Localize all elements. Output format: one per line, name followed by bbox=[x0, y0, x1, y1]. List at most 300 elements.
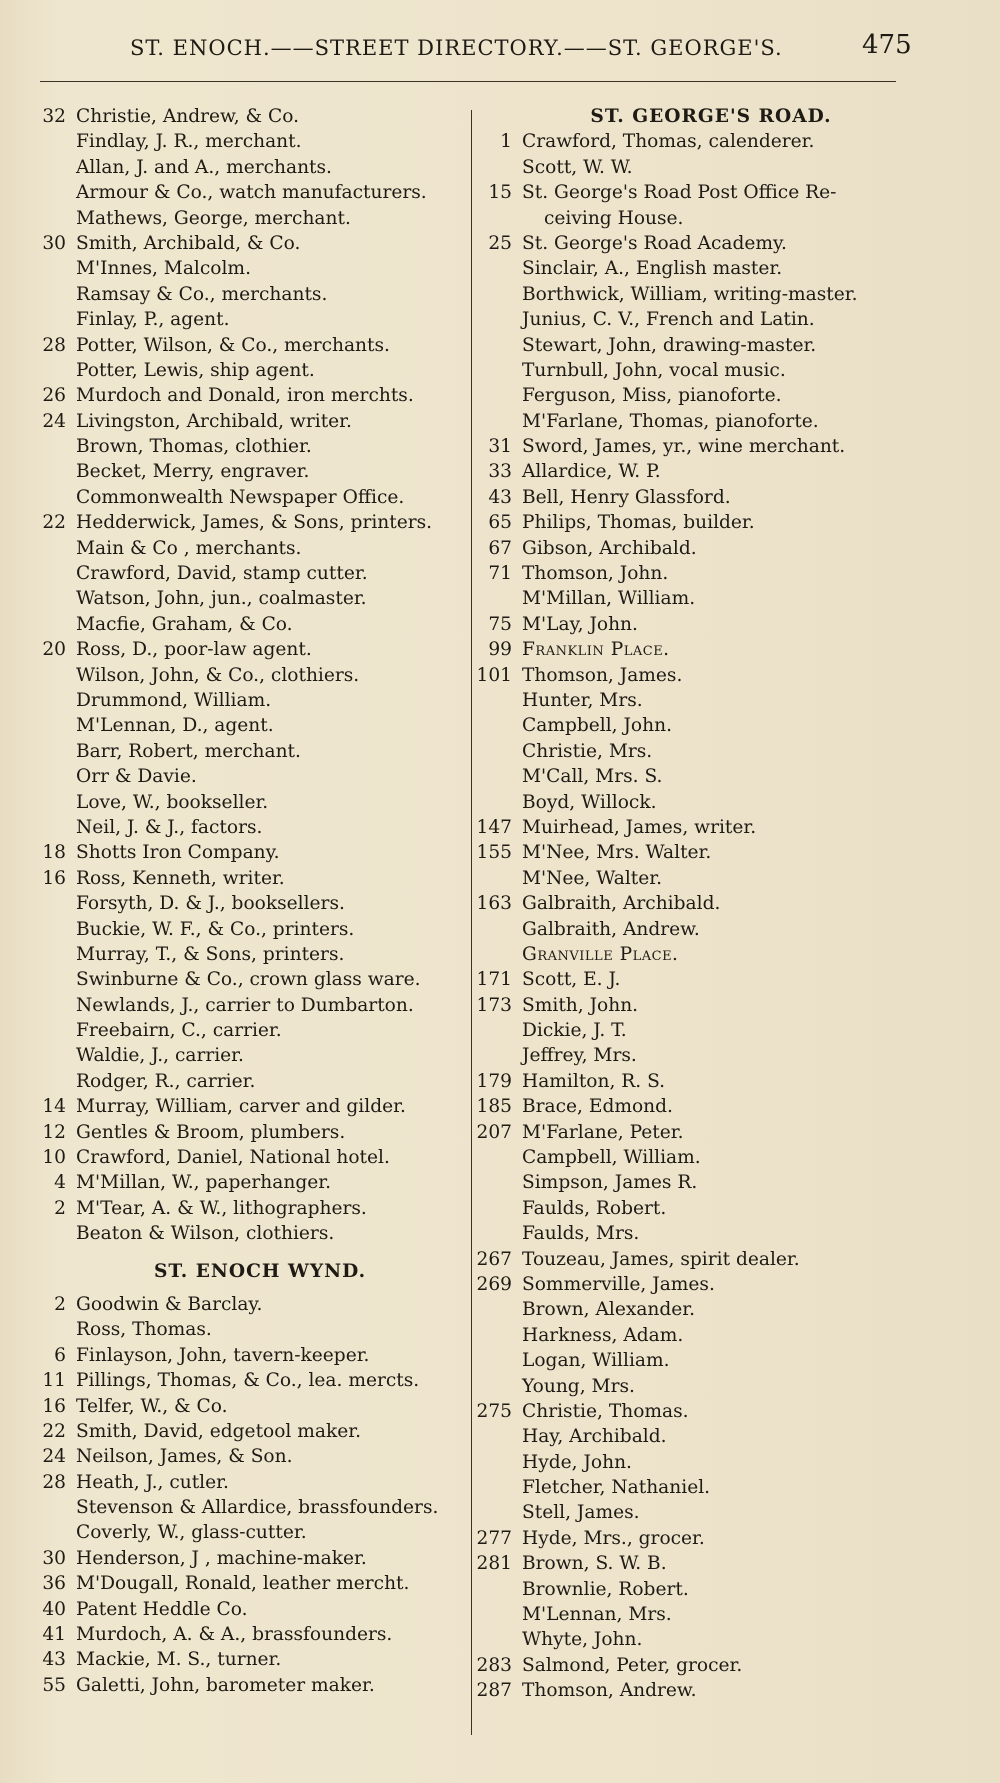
directory-entry bbox=[476, 815, 916, 840]
street-number: 18 bbox=[42, 842, 66, 864]
street-number bbox=[30, 993, 76, 1018]
directory-entry bbox=[30, 1120, 460, 1145]
directory-entry bbox=[476, 155, 916, 180]
street-number bbox=[476, 1170, 522, 1195]
directory-entry bbox=[476, 739, 916, 764]
entry-text: Bell, Henry Glassford. bbox=[522, 486, 731, 508]
directory-entry bbox=[476, 536, 916, 561]
entry-text: Allardice, W. P. bbox=[522, 461, 661, 483]
entry-text: Findlay, J. R., merchant. bbox=[76, 131, 302, 153]
street-number: 20 bbox=[42, 639, 66, 661]
entry-text: M'Dougall, Ronald, leather mercht. bbox=[76, 1573, 410, 1595]
entry-text: St. George's Road Academy. bbox=[522, 232, 787, 254]
directory-entry bbox=[30, 1094, 460, 1119]
street-number: 99 bbox=[488, 639, 512, 661]
street-number: 155 bbox=[476, 842, 512, 864]
directory-entry bbox=[476, 688, 916, 713]
street-number bbox=[30, 1018, 76, 1043]
street-number: 67 bbox=[488, 537, 512, 559]
street-number bbox=[30, 586, 76, 611]
entry-text: Hunter, Mrs. bbox=[522, 689, 643, 711]
street-number bbox=[30, 1520, 76, 1545]
entry-text: Thomson, James. bbox=[522, 664, 683, 686]
street-number bbox=[30, 713, 76, 738]
entry-text: Ross, D., poor-law agent. bbox=[76, 639, 312, 661]
directory-entry bbox=[476, 1424, 916, 1449]
street-number: 147 bbox=[476, 816, 512, 838]
entry-text: Henderson, J , machine-maker. bbox=[76, 1547, 367, 1569]
directory-entry bbox=[476, 358, 916, 383]
directory-entry bbox=[30, 1343, 460, 1368]
directory-entry bbox=[30, 383, 460, 408]
street-number bbox=[30, 612, 76, 637]
directory-entry bbox=[476, 1399, 916, 1424]
street-name: ST. ENOCH WYND. bbox=[153, 1260, 367, 1282]
street-number: 43 bbox=[488, 486, 512, 508]
directory-entry bbox=[30, 1292, 460, 1317]
entry-text: Crawford, David, stamp cutter. bbox=[76, 563, 368, 585]
street-number bbox=[476, 688, 522, 713]
street-number bbox=[476, 1374, 522, 1399]
entry-text: Junius, C. V., French and Latin. bbox=[522, 309, 815, 331]
entry-text: Turnbull, John, vocal music. bbox=[522, 359, 786, 381]
directory-entry bbox=[30, 612, 460, 637]
directory-entry bbox=[476, 1221, 916, 1246]
directory-entry bbox=[30, 1571, 460, 1596]
entry-text: M'Lennan, D., agent. bbox=[76, 715, 274, 737]
entry-text: Smith, David, edgetool maker. bbox=[76, 1420, 362, 1442]
directory-entry bbox=[476, 1272, 916, 1297]
directory-entry bbox=[30, 764, 460, 789]
street-number: 55 bbox=[42, 1674, 66, 1696]
directory-entry bbox=[476, 1018, 916, 1043]
entry-text: Orr & Davie. bbox=[76, 766, 197, 788]
entry-text: Stell, James. bbox=[522, 1502, 640, 1524]
entry-text: Hyde, Mrs., grocer. bbox=[522, 1527, 705, 1549]
entry-text: Ramsay & Co., merchants. bbox=[76, 283, 328, 305]
entry-text: Murdoch, A. & A., brassfounders. bbox=[76, 1624, 393, 1646]
directory-entry bbox=[30, 1470, 460, 1495]
directory-entry bbox=[476, 1577, 916, 1602]
directory-entry bbox=[476, 1526, 916, 1551]
entry-text: ceiving House. bbox=[544, 207, 684, 229]
directory-entry bbox=[30, 1170, 460, 1195]
street-number: 1 bbox=[500, 131, 512, 153]
street-number bbox=[476, 1145, 522, 1170]
street-number bbox=[476, 764, 522, 789]
street-number: 24 bbox=[42, 1446, 66, 1468]
directory-entry bbox=[30, 866, 460, 891]
directory-entry bbox=[476, 1653, 916, 1678]
directory-entry bbox=[476, 1323, 916, 1348]
street-number bbox=[30, 206, 76, 231]
entry-text: Galbraith, Archibald. bbox=[522, 893, 721, 915]
street-number bbox=[476, 206, 522, 231]
directory-entry bbox=[476, 1450, 916, 1475]
street-number: 4 bbox=[54, 1172, 66, 1194]
directory-entry bbox=[30, 739, 460, 764]
street-number bbox=[30, 485, 76, 510]
entry-text: Beaton & Wilson, clothiers. bbox=[76, 1223, 335, 1245]
street-number: 33 bbox=[488, 461, 512, 483]
street-number: 185 bbox=[476, 1096, 512, 1118]
directory-entry bbox=[476, 713, 916, 738]
entry-text: Sommerville, James. bbox=[522, 1273, 715, 1295]
directory-entry bbox=[30, 840, 460, 865]
entry-text: Murray, T., & Sons, printers. bbox=[76, 943, 345, 965]
street-number bbox=[30, 307, 76, 332]
entry-text: Borthwick, William, writing-master. bbox=[522, 283, 858, 305]
street-heading bbox=[476, 104, 916, 129]
entry-text: Ross, Kenneth, writer. bbox=[76, 867, 285, 889]
directory-entry bbox=[30, 1018, 460, 1043]
entry-text: Becket, Merry, engraver. bbox=[76, 461, 310, 483]
entry-text: Murdoch and Donald, iron merchts. bbox=[76, 385, 414, 407]
entry-text: Hay, Archibald. bbox=[522, 1426, 667, 1448]
directory-entry bbox=[30, 1597, 460, 1622]
directory-entry bbox=[476, 1551, 916, 1576]
directory-entry bbox=[476, 1678, 916, 1703]
entry-text: Heath, J., cutler. bbox=[76, 1471, 229, 1493]
entry-text: Brown, Alexander. bbox=[522, 1299, 696, 1321]
directory-entry bbox=[30, 993, 460, 1018]
directory-entry bbox=[30, 485, 460, 510]
street-number: 43 bbox=[42, 1649, 66, 1671]
street-number bbox=[30, 967, 76, 992]
directory-entry bbox=[30, 1196, 460, 1221]
street-number: 65 bbox=[488, 512, 512, 534]
street-number bbox=[476, 1221, 522, 1246]
directory-entry bbox=[30, 688, 460, 713]
street-number bbox=[476, 1043, 522, 1068]
entry-text: Allan, J. and A., merchants. bbox=[76, 156, 332, 178]
street-number bbox=[476, 358, 522, 383]
entry-text: M'Nee, Walter. bbox=[522, 867, 663, 889]
street-number bbox=[30, 1495, 76, 1520]
directory-entry bbox=[30, 459, 460, 484]
entry-text: Young, Mrs. bbox=[522, 1375, 635, 1397]
entry-text: Brown, S. W. B. bbox=[522, 1553, 667, 1575]
directory-entry bbox=[476, 1247, 916, 1272]
directory-entry bbox=[30, 891, 460, 916]
directory-entry bbox=[476, 1500, 916, 1525]
street-number: 31 bbox=[488, 436, 512, 458]
entry-text: Scott, E. J. bbox=[522, 969, 621, 991]
street-number: 10 bbox=[42, 1147, 66, 1169]
street-number bbox=[476, 739, 522, 764]
street-number bbox=[30, 434, 76, 459]
street-number: 22 bbox=[42, 512, 66, 534]
street-number bbox=[476, 155, 522, 180]
street-number bbox=[476, 917, 522, 942]
entry-text: M'Call, Mrs. S. bbox=[522, 766, 663, 788]
entry-text: Sword, James, yr., wine merchant. bbox=[522, 436, 846, 458]
entry-text: M'Lennan, Mrs. bbox=[522, 1604, 672, 1626]
street-number bbox=[30, 282, 76, 307]
street-number: 22 bbox=[42, 1420, 66, 1442]
directory-entry bbox=[30, 307, 460, 332]
directory-entry bbox=[476, 459, 916, 484]
entry-text: Campbell, John. bbox=[522, 715, 672, 737]
street-number bbox=[476, 383, 522, 408]
directory-entry bbox=[30, 282, 460, 307]
street-number bbox=[476, 713, 522, 738]
directory-entry bbox=[476, 383, 916, 408]
place-subheading bbox=[476, 942, 916, 967]
street-number: 16 bbox=[42, 867, 66, 889]
street-number: 101 bbox=[476, 664, 512, 686]
street-number bbox=[30, 536, 76, 561]
street-number bbox=[476, 1018, 522, 1043]
entry-text: Christie, Mrs. bbox=[522, 740, 653, 762]
entry-text: M'Millan, W., paperhanger. bbox=[76, 1172, 331, 1194]
entry-text: Coverly, W., glass-cutter. bbox=[76, 1522, 307, 1544]
entry-text: Barr, Robert, merchant. bbox=[76, 740, 301, 762]
entry-text: Drummond, William. bbox=[76, 689, 272, 711]
entry-text: Faulds, Robert. bbox=[522, 1197, 667, 1219]
directory-entry bbox=[476, 1627, 916, 1652]
entry-text: Campbell, William. bbox=[522, 1147, 701, 1169]
directory-entry bbox=[476, 790, 916, 815]
street-number bbox=[30, 129, 76, 154]
street-number: 30 bbox=[42, 232, 66, 254]
directory-entry bbox=[476, 282, 916, 307]
column-divider bbox=[471, 110, 472, 1735]
header-rule bbox=[40, 81, 896, 82]
street-number: 2 bbox=[54, 1197, 66, 1219]
street-number: 275 bbox=[476, 1400, 512, 1422]
entry-text: Gibson, Archibald. bbox=[522, 537, 697, 559]
directory-entry bbox=[30, 942, 460, 967]
entry-text: Shotts Iron Company. bbox=[76, 842, 280, 864]
entry-text: M'Innes, Malcolm. bbox=[76, 258, 251, 280]
entry-text: Scott, W. W. bbox=[522, 156, 633, 178]
directory-entry bbox=[476, 917, 916, 942]
entry-text: Mathews, George, merchant. bbox=[76, 207, 351, 229]
street-number: 28 bbox=[42, 334, 66, 356]
entry-text: Finlayson, John, tavern-keeper. bbox=[76, 1344, 370, 1366]
street-number bbox=[30, 155, 76, 180]
entry-text: Crawford, Thomas, calenderer. bbox=[522, 131, 815, 153]
directory-entry bbox=[30, 129, 460, 154]
street-number: 267 bbox=[476, 1248, 512, 1270]
entry-text: Hedderwick, James, & Sons, printers. bbox=[76, 512, 433, 534]
street-number bbox=[30, 358, 76, 383]
directory-entry bbox=[30, 1221, 460, 1246]
entry-text: Crawford, Daniel, National hotel. bbox=[76, 1147, 390, 1169]
directory-entry bbox=[30, 1444, 460, 1469]
directory-entry bbox=[476, 485, 916, 510]
entry-text: Philips, Thomas, builder. bbox=[522, 512, 755, 534]
directory-entry bbox=[476, 561, 916, 586]
entry-text: M'Farlane, Thomas, pianoforte. bbox=[522, 410, 819, 432]
entry-text: Thomson, Andrew. bbox=[522, 1680, 697, 1702]
directory-entry bbox=[30, 434, 460, 459]
directory-entry bbox=[30, 1622, 460, 1647]
street-number bbox=[476, 942, 522, 967]
entry-text: Whyte, John. bbox=[522, 1629, 643, 1651]
entry-text: Love, W., bookseller. bbox=[76, 791, 269, 813]
entry-text: Mackie, M. S., turner. bbox=[76, 1649, 282, 1671]
street-number bbox=[476, 1577, 522, 1602]
directory-entry bbox=[476, 1043, 916, 1068]
entry-text: Faulds, Mrs. bbox=[522, 1223, 640, 1245]
entry-text: Harkness, Adam. bbox=[522, 1324, 684, 1346]
directory-entry bbox=[476, 307, 916, 332]
street-number: 30 bbox=[42, 1547, 66, 1569]
entry-text: Hyde, John. bbox=[522, 1451, 632, 1473]
entry-text: Stewart, John, drawing-master. bbox=[522, 334, 817, 356]
street-number: 12 bbox=[42, 1121, 66, 1143]
entry-text: Pillings, Thomas, & Co., lea. mercts. bbox=[76, 1370, 420, 1392]
directory-entry bbox=[30, 1495, 460, 1520]
directory-entry bbox=[30, 1368, 460, 1393]
street-number bbox=[476, 586, 522, 611]
directory-entry bbox=[476, 764, 916, 789]
entry-text: M'Lay, John. bbox=[522, 613, 638, 635]
street-number bbox=[30, 1069, 76, 1094]
street-number: 14 bbox=[42, 1096, 66, 1118]
entry-text: Dickie, J. T. bbox=[522, 1020, 627, 1042]
street-number: 28 bbox=[42, 1471, 66, 1493]
street-number bbox=[476, 1196, 522, 1221]
directory-entry bbox=[476, 612, 916, 637]
directory-entry bbox=[30, 155, 460, 180]
entry-text: Fletcher, Nathaniel. bbox=[522, 1477, 711, 1499]
directory-entry bbox=[476, 866, 916, 891]
street-number bbox=[30, 688, 76, 713]
street-name: ST. GEORGE'S ROAD. bbox=[590, 106, 832, 127]
street-number bbox=[30, 764, 76, 789]
directory-entry bbox=[30, 1520, 460, 1545]
entry-text: Murray, William, carver and gilder. bbox=[76, 1096, 406, 1118]
entry-text: Smith, John. bbox=[522, 994, 639, 1016]
entry-text: Granville Place. bbox=[522, 943, 679, 965]
entry-text: Main & Co , merchants. bbox=[76, 537, 302, 559]
directory-entry bbox=[476, 891, 916, 916]
street-number bbox=[476, 282, 522, 307]
directory-entry bbox=[476, 1196, 916, 1221]
entry-text: Finlay, P., agent. bbox=[76, 309, 230, 331]
entry-text: Smith, Archibald, & Co. bbox=[76, 232, 301, 254]
street-number bbox=[30, 663, 76, 688]
street-number bbox=[30, 891, 76, 916]
entry-text: M'Millan, William. bbox=[522, 588, 696, 610]
street-number bbox=[30, 180, 76, 205]
street-number: 71 bbox=[488, 563, 512, 585]
right-column bbox=[476, 104, 916, 1704]
street-number: 24 bbox=[42, 410, 66, 432]
entry-text: Brown, Thomas, clothier. bbox=[76, 436, 312, 458]
directory-entry bbox=[476, 1348, 916, 1373]
directory-entry bbox=[30, 586, 460, 611]
directory-entry bbox=[476, 663, 916, 688]
entry-text: Potter, Lewis, ship agent. bbox=[76, 359, 315, 381]
directory-entry bbox=[30, 510, 460, 535]
entry-text: Ferguson, Miss, pianoforte. bbox=[522, 385, 782, 407]
directory-entry bbox=[30, 409, 460, 434]
entry-text: Touzeau, James, spirit dealer. bbox=[522, 1248, 800, 1270]
street-number: 287 bbox=[476, 1680, 512, 1702]
entry-text: Neil, J. & J., factors. bbox=[76, 816, 263, 838]
entry-text: Muirhead, James, writer. bbox=[522, 816, 757, 838]
directory-entry bbox=[476, 434, 916, 459]
running-header bbox=[0, 30, 1000, 64]
street-number bbox=[30, 256, 76, 281]
directory-entry bbox=[476, 993, 916, 1018]
entry-text: Rodger, R., carrier. bbox=[76, 1070, 256, 1092]
directory-entry bbox=[30, 917, 460, 942]
street-number bbox=[30, 561, 76, 586]
entry-text: Stevenson & Allardice, brassfounders. bbox=[76, 1497, 439, 1519]
directory-entry bbox=[30, 790, 460, 815]
street-number bbox=[30, 1317, 76, 1342]
entry-text: Newlands, J., carrier to Dumbarton. bbox=[76, 994, 414, 1016]
page-number: 475 bbox=[862, 30, 912, 60]
street-number: 277 bbox=[476, 1527, 512, 1549]
street-number bbox=[30, 739, 76, 764]
entry-text: Goodwin & Barclay. bbox=[76, 1293, 263, 1315]
directory-entry bbox=[476, 967, 916, 992]
entry-text: Waldie, J., carrier. bbox=[76, 1045, 244, 1067]
street-number bbox=[476, 1348, 522, 1373]
directory-entry bbox=[476, 231, 916, 256]
directory-entry bbox=[476, 510, 916, 535]
street-number bbox=[476, 333, 522, 358]
street-number: 26 bbox=[42, 385, 66, 407]
entry-text: Wilson, John, & Co., clothiers. bbox=[76, 664, 360, 686]
directory-entry bbox=[476, 1094, 916, 1119]
street-number bbox=[30, 942, 76, 967]
directory-entry bbox=[30, 536, 460, 561]
directory-entry bbox=[30, 1546, 460, 1571]
entry-text: Galbraith, Andrew. bbox=[522, 918, 700, 940]
place-subheading bbox=[476, 637, 916, 662]
directory-entry bbox=[30, 1647, 460, 1672]
street-number: 15 bbox=[488, 182, 512, 204]
street-number bbox=[476, 1475, 522, 1500]
street-number: 41 bbox=[42, 1624, 66, 1646]
directory-entry bbox=[30, 1069, 460, 1094]
directory-entry bbox=[476, 1374, 916, 1399]
street-number bbox=[30, 459, 76, 484]
street-number: 173 bbox=[476, 994, 512, 1016]
entry-text: M'Nee, Mrs. Walter. bbox=[522, 842, 712, 864]
entry-text: Livingston, Archibald, writer. bbox=[76, 410, 352, 432]
directory-entry bbox=[30, 180, 460, 205]
entry-text: Potter, Wilson, & Co., merchants. bbox=[76, 334, 390, 356]
entry-text: Jeffrey, Mrs. bbox=[522, 1045, 637, 1067]
directory-entry bbox=[476, 1297, 916, 1322]
entry-text: Logan, William. bbox=[522, 1350, 670, 1372]
directory-entry bbox=[30, 1317, 460, 1342]
street-number: 16 bbox=[42, 1395, 66, 1417]
directory-entry bbox=[30, 256, 460, 281]
street-number bbox=[476, 1297, 522, 1322]
entry-text: Franklin Place. bbox=[522, 639, 670, 661]
entry-text: Thomson, John. bbox=[522, 563, 669, 585]
directory-entry bbox=[476, 1145, 916, 1170]
street-number: 32 bbox=[42, 106, 66, 127]
street-number bbox=[476, 1450, 522, 1475]
street-number: 75 bbox=[488, 613, 512, 635]
directory-entry bbox=[30, 1394, 460, 1419]
left-column bbox=[30, 104, 460, 1698]
street-number: 25 bbox=[488, 232, 512, 254]
entry-text: Armour & Co., watch manufacturers. bbox=[76, 182, 427, 204]
directory-entry bbox=[476, 1120, 916, 1145]
street-number bbox=[30, 1221, 76, 1246]
